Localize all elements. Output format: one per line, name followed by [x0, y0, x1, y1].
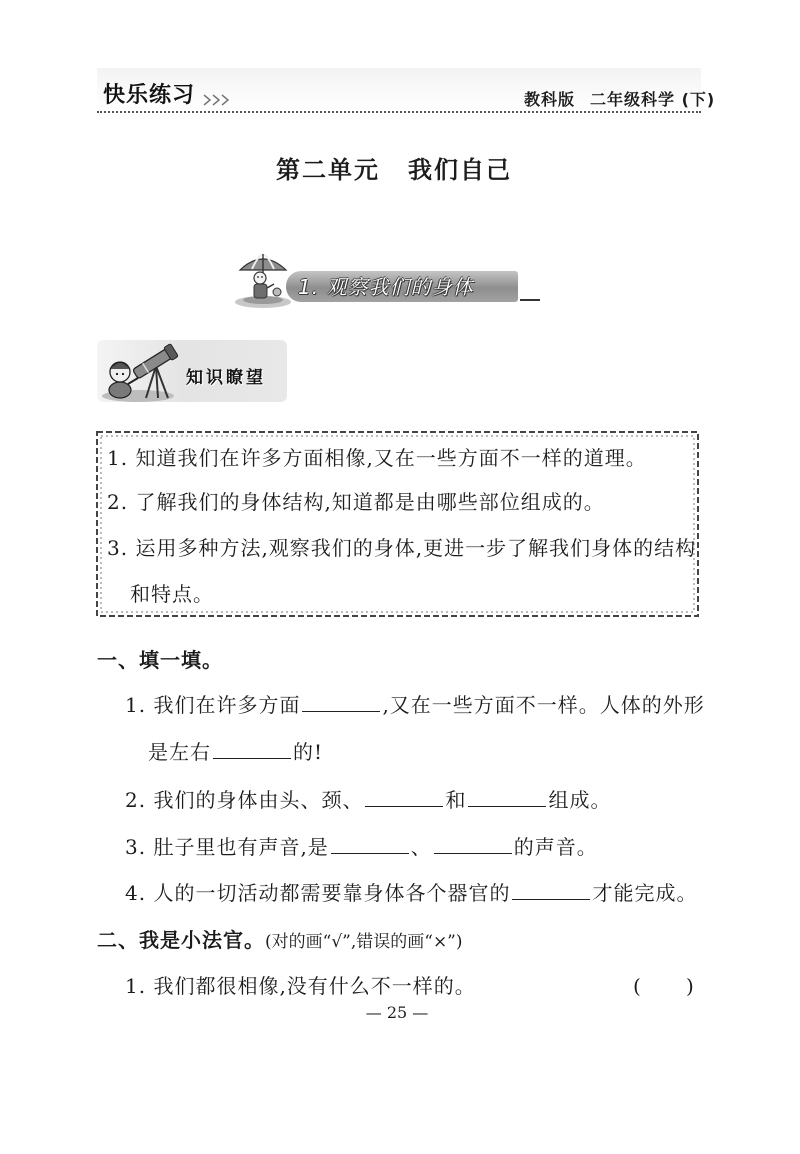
question-text: 、	[410, 835, 432, 859]
fill-question-2	[125, 786, 611, 814]
answer-blank	[434, 835, 512, 854]
edition-label: 教科版	[524, 90, 576, 109]
unit-name: 我们自己	[408, 155, 512, 184]
banner-tail-line	[520, 299, 540, 301]
objective-line-2: 2. 了解我们的身体结构,知道都是由哪些部位组成的。	[107, 490, 605, 514]
header-divider	[97, 111, 701, 113]
fill-question-4	[125, 879, 697, 907]
question-text: 才能完成。	[592, 881, 698, 905]
judge-question-1: 1. 我们都很相像,没有什么不一样的。	[125, 974, 476, 998]
grade-subject-label: 二年级科学 (下)	[590, 90, 716, 109]
unit-number: 第二单元	[276, 155, 380, 184]
answer-blank	[512, 881, 590, 900]
judge-instruction: (对的画“√”,错误的画“×”)	[265, 932, 463, 952]
answer-blank	[213, 740, 291, 759]
fill-question-1-continued	[148, 738, 323, 766]
answer-blank	[468, 788, 546, 807]
answer-blank	[365, 788, 443, 807]
page-number: — 25 —	[365, 1003, 429, 1022]
fill-question-1	[125, 691, 705, 719]
answer-parentheses: ( )	[633, 974, 695, 998]
objective-line-3: 3. 运用多种方法,观察我们的身体,更进一步了解我们身体的结构	[107, 536, 697, 560]
question-text: 和	[445, 788, 467, 812]
question-text: 的!	[293, 740, 324, 764]
answer-blank	[302, 693, 380, 712]
question-text: ,又在一些方面不一样。人体的外形	[382, 693, 705, 717]
objective-line-1: 1. 知道我们在许多方面相像,又在一些方面不一样的道理。	[107, 446, 647, 470]
question-text: 组成。	[548, 788, 612, 812]
fill-question-3	[125, 833, 598, 861]
question-text: 3. 肚子里也有声音,是	[125, 835, 329, 859]
answer-blank	[331, 835, 409, 854]
series-title: 快乐练习	[103, 83, 196, 108]
cartoon-child-icon	[230, 250, 296, 310]
unit-title	[0, 154, 788, 186]
telescope-icon	[98, 336, 184, 404]
objective-line-3-continued: 和特点。	[130, 582, 214, 606]
judge-section-heading	[97, 926, 463, 954]
question-text: 2. 我们的身体由头、颈、	[125, 788, 364, 812]
fill-section-heading: 一、填一填。	[97, 648, 223, 672]
question-text: 4. 人的一切活动都需要靠身体各个器官的	[125, 881, 511, 905]
question-text: 是左右	[148, 740, 211, 764]
triple-chevron-icon	[202, 93, 232, 107]
lesson-title: 1. 观察我们的身体	[298, 275, 474, 299]
knowledge-label: 知识瞭望	[186, 368, 266, 388]
question-text: 的声音。	[513, 835, 598, 859]
judge-heading-text: 二、我是小法官。	[97, 928, 265, 952]
question-text: 1. 我们在许多方面	[125, 693, 301, 717]
